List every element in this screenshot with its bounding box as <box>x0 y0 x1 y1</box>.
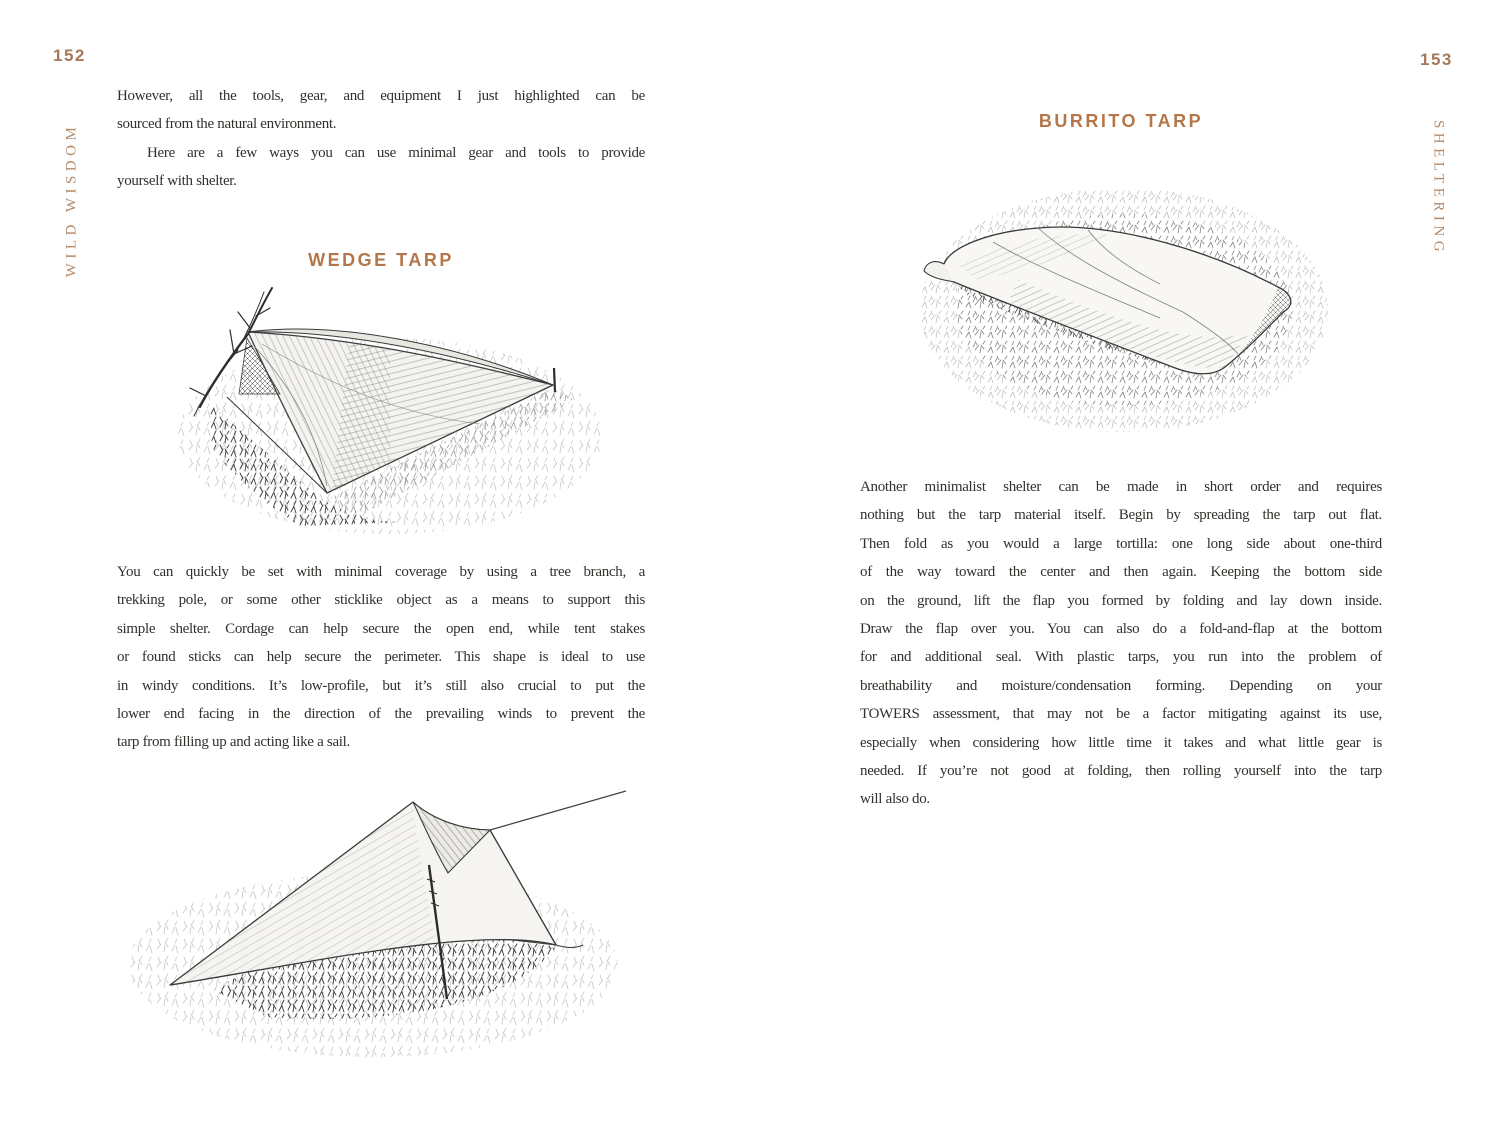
margin-label-sheltering: SHELTERING <box>1430 119 1447 257</box>
intro-text-block <box>117 82 645 196</box>
tent-stake <box>554 368 555 392</box>
section-heading-burrito-tarp: BURRITO TARP <box>1038 111 1204 131</box>
burrito-tarp-text-block <box>860 473 1382 814</box>
margin-label-wild-wisdom: WILD WISDOM <box>63 122 80 278</box>
paragraph: Here are a few ways you can use minimal gear and tools to provide yourself with shelter. <box>117 144 645 190</box>
burrito-tarp-illustration <box>898 160 1353 455</box>
page-number-left: 152 <box>53 46 86 65</box>
wedge-tarp-branch-illustration <box>150 276 620 556</box>
paragraph: Another minimalist shelter can be made in short order and requires nothing but the tarp material itself. Begin by spreading the tarp out flat. Then fold as you would a large tortilla: one long side about one-third of the way toward the center and then again. Keeping the bottom side on the ground, lift the flap you formed by folding and lay down inside. Draw the flap over you. You can also do a fold-and-flap at the bottom for and additional seal. With plastic tarps, you run into the problem of breathability and moisture/condensation forming. Depending on your TOWERS assessment, that may not be a factor mitigating against its use, especially when considering how little time it takes and what little gear is needed. If you’re not good at folding, then rolling yourself into the tarp will also do. <box>860 479 1382 808</box>
wedge-tarp-text-block <box>117 558 645 757</box>
section-heading-wedge-tarp: WEDGE TARP <box>308 250 454 270</box>
page-number-right: 153 <box>1420 50 1453 69</box>
guy-line <box>490 791 626 830</box>
paragraph: However, all the tools, gear, and equipment I just highlighted can be sourced from the natural environment. <box>117 88 645 133</box>
paragraph: You can quickly be set with minimal coverage by using a tree branch, a trekking pole, or some other sticklike object as a means to support this simple shelter. Cordage can help secure the open end, while tent stakes or found sticks can help secure the perimeter. This shape is ideal to use in windy conditions. It’s low-profile, but it’s still also crucial to put the lower end facing in the direction of the prevailing winds to prevent the tarp from filling up and acting like a sail. <box>117 564 645 751</box>
wedge-tarp-pole-illustration <box>118 775 643 1075</box>
